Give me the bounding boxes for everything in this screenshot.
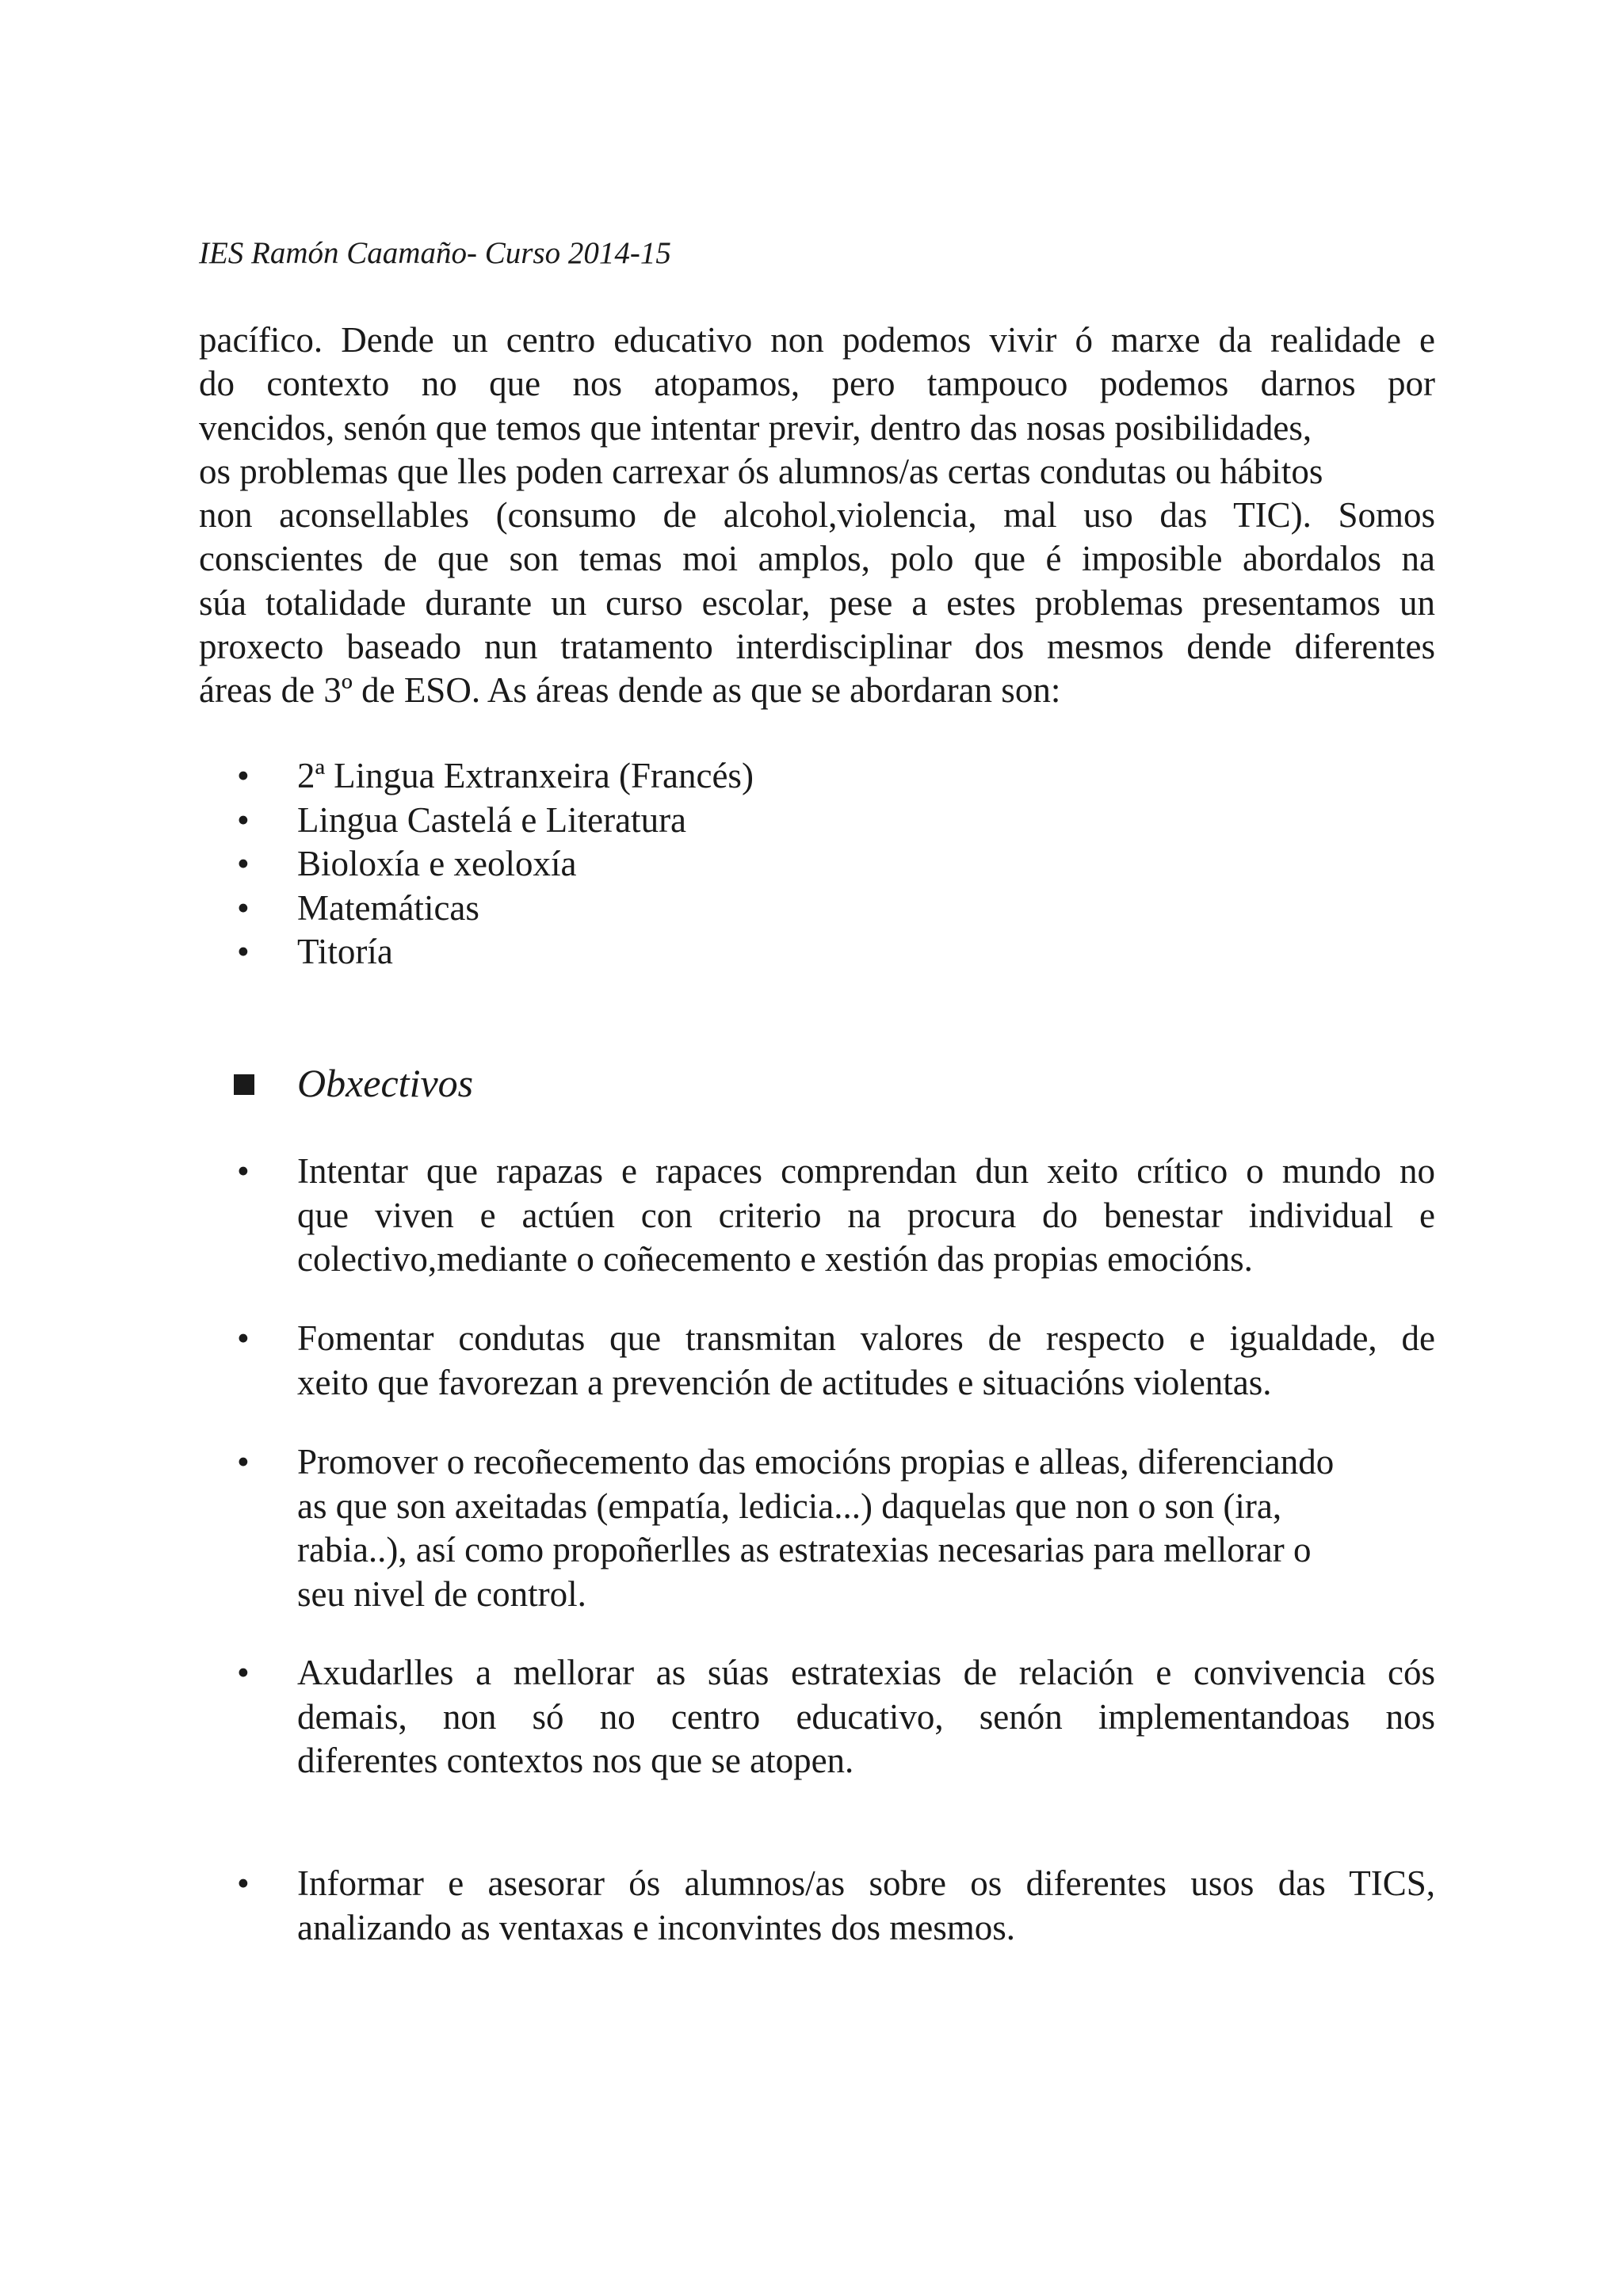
objective-item: [199, 1317, 1435, 1405]
objective-item: [199, 1862, 1435, 1950]
intro-paragraph: [199, 318, 1435, 713]
page-header: IES Ramón Caamaño- Curso 2014-15: [199, 236, 671, 270]
areas-list: [199, 754, 1435, 974]
objective-line: Intentar que rapazas e rapaces comprendan dun xeito crítico o mundo no: [297, 1151, 1435, 1191]
objective-line: analizando as ventaxas e inconvintes dos mesmos.: [297, 1907, 1016, 1947]
intro-line: pacífico. Dende un centro educativo non podemos vivir ó marxe da realidade e: [199, 320, 1435, 360]
objective-line: xeito que favorezan a prevención de actitudes e situacións violentas.: [297, 1362, 1272, 1402]
objective-line: que viven e actúen con criterio na procura do benestar individual e: [297, 1195, 1435, 1235]
list-item-label: Bioloxía e xeoloxía: [297, 844, 577, 883]
intro-line: proxecto baseado nun tratamento interdisciplinar dos mesmos dende diferentes: [199, 627, 1435, 667]
list-item-label: Lingua Castelá e Literatura: [297, 799, 687, 840]
objective-line: demais, non só no centro educativo, senón implementandoas nos: [297, 1696, 1435, 1737]
intro-line: conscientes de que son temas moi amplos, polo que é imposible abordalos na: [199, 539, 1435, 579]
bullet-icon: •: [237, 756, 250, 795]
intro-line: súa totalidade durante un curso escolar, pese a estes problemas presentamos un: [199, 582, 1435, 623]
bullet-icon: •: [237, 844, 250, 883]
intro-line: áreas de 3º de ESO. As áreas dende as que se abordaran son:: [199, 670, 1061, 711]
bullet-icon: •: [237, 1653, 250, 1692]
bullet-icon: •: [237, 1863, 250, 1903]
objective-line: Axudarlles a mellorar as súas estratexias de relación e convivencia cós: [297, 1653, 1435, 1692]
objective-line: Promover o recoñecemento das emocións propias e alleas, diferenciando: [297, 1442, 1335, 1482]
section-title: Obxectivos: [297, 1061, 474, 1105]
bullet-icon: •: [237, 932, 250, 971]
list-item: [199, 887, 1435, 931]
list-item-label: Matemáticas: [297, 887, 479, 928]
objective-line: rabia..), así como propoñerlles as estratexias necesarias para mellorar o: [297, 1530, 1312, 1569]
objective-item: [199, 1651, 1435, 1783]
objective-item: [199, 1440, 1435, 1616]
intro-line: vencidos, senón que temos que intentar previr, dentro das nosas posibilidades,: [199, 407, 1312, 448]
intro-line: do contexto no que nos atopamos, pero tampouco podemos darnos por: [199, 364, 1435, 404]
list-item: [199, 930, 1435, 974]
square-bullet-icon: [234, 1074, 254, 1095]
objective-line: Fomentar condutas que transmitan valores de respecto e igualdade, de: [297, 1318, 1435, 1358]
bullet-icon: •: [237, 1151, 250, 1191]
objective-line: colectivo,mediante o coñecemento e xestión das propias emocións.: [297, 1239, 1253, 1279]
intro-line: os problemas que lles poden carrexar ós alumnos/as certas condutas ou hábitos: [199, 451, 1323, 491]
list-item: [199, 842, 1435, 887]
objective-item: [199, 1150, 1435, 1282]
objective-line: Informar e asesorar ós alumnos/as sobre os diferentes usos das TICS,: [297, 1863, 1435, 1903]
intro-line: non aconsellables (consumo de alcohol,violencia, mal uso das TIC). Somos: [199, 495, 1435, 536]
bullet-icon: •: [237, 1318, 250, 1358]
objective-line: seu nivel de control.: [297, 1573, 586, 1614]
bullet-icon: •: [237, 1442, 250, 1482]
list-item-label: Titoría: [297, 932, 393, 971]
bullet-icon: •: [237, 887, 250, 928]
list-item: [199, 799, 1435, 843]
objective-line: as que son axeitadas (empatía, ledicia...) daquelas que non o son (ira,: [297, 1486, 1282, 1526]
list-item-label: 2ª Lingua Extranxeira (Francés): [297, 756, 754, 795]
bullet-icon: •: [237, 799, 250, 840]
list-item: [199, 754, 1435, 799]
objective-line: diferentes contextos nos que se atopen.: [297, 1741, 854, 1780]
